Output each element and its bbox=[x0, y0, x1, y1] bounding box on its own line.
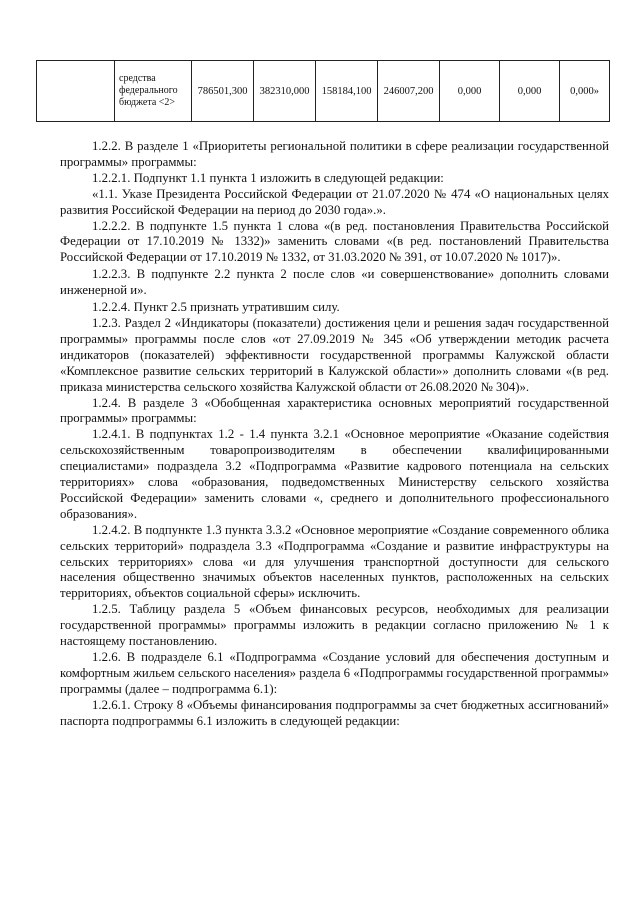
paragraph-1-2-4-2: 1.2.4.2. В подпункте 1.3 пункта 3.3.2 «Основное мероприятие «Создание современного облика сельских территорий» подраздела 3.3 «Подпрограмма «Создание и развитие инфраструктуры на сельских территориях» слова «и для улучшения транспортной доступности для сельского населения общественно значимых объектов населенных пунктов, расположенных на сельских территориях, объектов социальной сферы» исключить. bbox=[60, 522, 609, 601]
paragraph-1-2-2-2: 1.2.2.2. В подпункте 1.5 пункта 1 слова «(в ред. постановления Правительства Российской Федерации от 17.10.2019 № 1332)» заменить словами «(в ред. постановлений Правительства Российской Федерации от 17.10.2019 № 1332, от 31.03.2020 № 391, от 10.07.2020 № 1017)». bbox=[60, 218, 609, 265]
financing-table bbox=[36, 60, 610, 122]
table-row bbox=[37, 61, 610, 122]
paragraph-1-2-2-1: 1.2.2.1. Подпункт 1.1 пункта 1 изложить в следующей редакции: bbox=[92, 170, 444, 185]
paragraph-1-2-2-3: 1.2.2.3. В подпункте 2.2 пункта 2 после слов «и совершенствование» дополнить словами инженерной и». bbox=[60, 267, 609, 298]
paragraph-1-2-6-1: 1.2.6.1. Строку 8 «Объемы финансирования подпрограммы за счет бюджетных ассигнований» паспорта подпрограммы 6.1 изложить в следующей редакции: bbox=[60, 697, 609, 728]
table-cell: 0,000 bbox=[500, 61, 560, 122]
paragraph-1-2-4-1: 1.2.4.1. В подпунктах 1.2 - 1.4 пункта 3.2.1 «Основное мероприятие «Оказание содействия сельскохозяйственным товаропроизводителям в обеспечении квалифицированными специалистами» подраздела 3.2 «Подпрограмма «Развитие кадрового потенциала на сельских территориях» слова «образования, подведомственных Министерству сельского хозяйства Российской Федерации» заменить словами «, среднего и дополнительного профессионального образования». bbox=[60, 427, 609, 521]
table-cell: 246007,200 bbox=[378, 61, 440, 122]
table-cell-empty bbox=[37, 61, 115, 122]
table-cell: 158184,100 bbox=[316, 61, 378, 122]
paragraph-quote-1-1: «1.1. Указе Президента Российской Федерации от 21.07.2020 № 474 «О национальных целях развития Российской Федерации на период до 2030 года».». bbox=[60, 186, 609, 217]
paragraph-1-2-2-4: 1.2.2.4. Пункт 2.5 признать утратившим силу. bbox=[92, 300, 340, 315]
paragraph-1-2-5: 1.2.5. Таблицу раздела 5 «Объем финансовых ресурсов, необходимых для реализации государственной программы» программы изложить в редакции согласно приложению № 1 к настоящему постановлению. bbox=[60, 602, 609, 649]
document-body bbox=[60, 139, 609, 730]
row-label: средства федерального бюджета <2> bbox=[115, 61, 192, 122]
table-cell: 0,000 bbox=[440, 61, 500, 122]
paragraph-1-2-4: 1.2.4. В разделе 3 «Обобщенная характеристика основных мероприятий государственной программы» программы: bbox=[60, 395, 609, 426]
paragraph-1-2-3: 1.2.3. Раздел 2 «Индикаторы (показатели) достижения цели и решения задач государственной программы» программы после слов «от 27.09.2019 № 345 «Об утверждении методик расчета индикаторов (показателей) эффективности государственной программы Калужской области «Комплексное развитие сельских территорий в Калужской области»» дополнить словами «(в ред. приказа министерства сельского хозяйства Калужской области от 26.08.2020 № 304)». bbox=[60, 315, 609, 394]
table-cell: 382310,000 bbox=[254, 61, 316, 122]
table-cell: 0,000» bbox=[560, 61, 610, 122]
paragraph-1-2-2: 1.2.2. В разделе 1 «Приоритеты региональной политики в сфере реализации государственной программы» программы: bbox=[60, 139, 609, 169]
table-cell: 786501,300 bbox=[192, 61, 254, 122]
paragraph-1-2-6: 1.2.6. В подразделе 6.1 «Подпрограмма «Создание условий для обеспечения доступным и комфортным жильем сельского населения» раздела 6 «Подпрограммы государственной программы» программы (далее – подпрограмма 6.1): bbox=[60, 650, 609, 696]
